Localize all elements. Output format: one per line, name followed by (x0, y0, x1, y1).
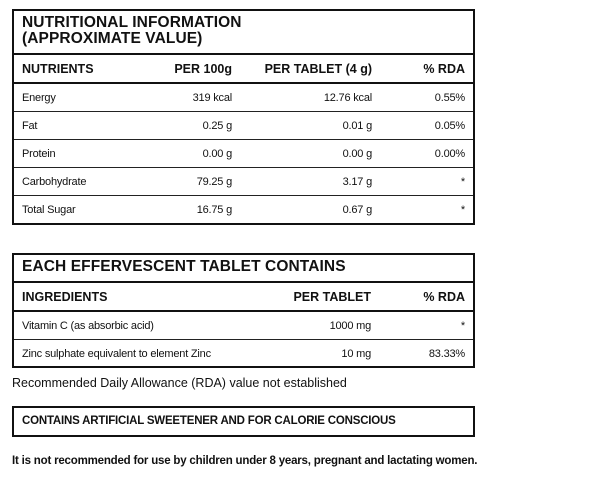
nutrient-name: Carbohydrate (22, 175, 87, 188)
header-per-tablet: PER TABLET (293, 289, 371, 304)
table-row (14, 168, 473, 196)
ingredients-title: EACH EFFERVESCENT TABLET CONTAINS (14, 255, 473, 283)
table-row (14, 340, 473, 368)
per-100g-value: 79.25 g (196, 175, 232, 188)
usage-warning: It is not recommended for use by children under 8 years, pregnant and lactating women. (12, 455, 478, 467)
per-tablet-value: 0.01 g (342, 119, 372, 132)
rda-value: 0.00% (434, 147, 465, 160)
nutrient-name: Total Sugar (22, 204, 76, 216)
header-rda: % RDA (423, 61, 465, 76)
nutrition-header-row (14, 55, 473, 84)
table-row (14, 312, 473, 340)
per-tablet-value: 3.17 g (342, 175, 372, 188)
per-100g-value: 0.25 g (202, 119, 232, 132)
per-tablet-value: 10 mg (341, 348, 371, 360)
per-tablet-value: 1000 mg (329, 319, 371, 332)
table-row (14, 84, 473, 112)
nutrition-title-line1: NUTRITIONAL INFORMATION (22, 14, 242, 31)
per-100g-value: 16.75 g (196, 204, 232, 216)
rda-value: * (460, 204, 465, 216)
header-nutrients: NUTRIENTS (22, 61, 94, 76)
table-row (14, 112, 473, 140)
per-tablet-value: 0.00 g (342, 147, 372, 160)
per-tablet-value: 0.67 g (342, 204, 372, 216)
nutrition-title (14, 11, 473, 55)
per-100g-value: 319 kcal (192, 91, 232, 104)
nutrition-title-line2: (APPROXIMATE VALUE) (22, 30, 203, 47)
table-row (14, 196, 473, 224)
table-row (14, 140, 473, 168)
header-rda: % RDA (423, 289, 465, 304)
ingredient-name: Vitamin C (as absorbic acid) (22, 319, 154, 332)
nutrient-name: Energy (22, 91, 56, 104)
per-tablet-value: 12.76 kcal (323, 91, 372, 104)
nutrition-table (12, 9, 475, 225)
ingredient-name: Zinc sulphate equivalent to element Zinc (22, 348, 211, 360)
nutrient-name: Protein (22, 147, 56, 160)
header-per-tablet: PER TABLET (4 g) (264, 61, 372, 76)
sweetener-box (12, 406, 475, 437)
ingredients-table (12, 253, 475, 368)
rda-value: 83.33% (428, 348, 465, 360)
per-100g-value: 0.00 g (202, 147, 232, 160)
rda-value: 0.55% (434, 91, 465, 104)
sweetener-banner: CONTAINS ARTIFICIAL SWEETENER AND FOR CALORIE CONSCIOUS (22, 415, 396, 427)
rda-value: 0.05% (434, 119, 465, 132)
nutrient-name: Fat (22, 119, 38, 132)
rda-value: * (460, 175, 465, 188)
rda-value: * (460, 319, 465, 332)
rda-note: Recommended Daily Allowance (RDA) value not established (12, 376, 347, 390)
header-per-100g: PER 100g (174, 61, 232, 76)
header-ingredients: INGREDIENTS (22, 289, 108, 304)
ingredients-header-row (14, 283, 473, 312)
